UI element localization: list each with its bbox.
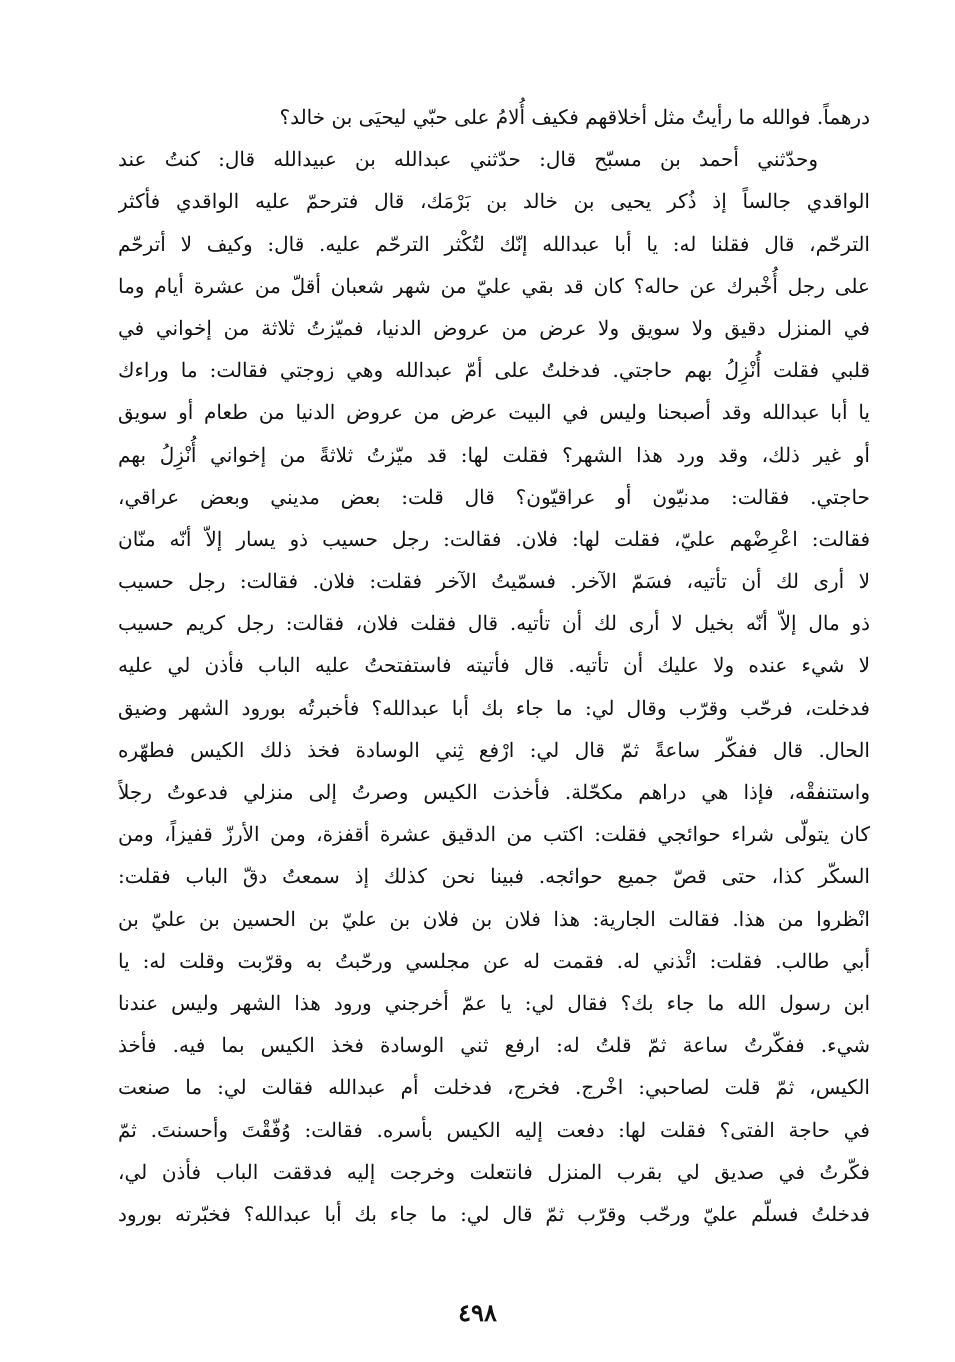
text-line: الواقدي جالساً إذ ذُكر يحيى بن خالد بن بَرْمَك، قال فترحمّ عليه الواقدي فأكثر xyxy=(118,189,870,214)
text-line: وحدّثني أحمد بن مسبّح قال: حدّثني عبدالله بن عبيدالله قال: كنتُ عند xyxy=(118,147,818,172)
text-line: فكّرتُ في صديق لي بقرب المنزل فانتعلت وخرجت إليه فدققت الباب فأذن لي، xyxy=(118,1159,870,1184)
text-line: في المنزل دقيق ولا سويق ولا عرض من عروض الدنيا، فميّزتُ ثلاثة من إخواني في xyxy=(118,315,870,340)
text-line: فقالت: اعْرِضْهم عليّ، فقلت لها: فلان. فقالت: رجل حسيب ذو يسار إلاّ أنّه منّان xyxy=(118,526,870,551)
text-line: لا شيء عنده ولا عليك أن تأتيه. قال فأتيته فاستفتحتُ عليه الباب فأذن لي عليه xyxy=(118,653,870,678)
text-line: فدخلت، فرحّب وقرّب وقال لي: ما جاء بك أبا عبدالله؟ فأخبرتُه بورود الشهر وضيق xyxy=(118,695,870,720)
text-line: يا أبا عبدالله وقد أصبحنا وليس في البيت عرض من عروض الدنيا من طعام أو سويق xyxy=(118,400,870,425)
text-line: على رجل أُخْبرك عن حاله؟ كان قد بقي عليّ من شهر شعبان أقلّ من عشرة أيام وما xyxy=(118,273,870,298)
text-line: أبي طالب. فقلت: ائْذني له. فقمت له عن مجلسي ورحّبتُ به وقرّبت وقلت له: يا xyxy=(118,948,870,973)
text-line: في حاجة الفتى؟ فقلت لها: دفعت إليه الكيس بأسره. فقالت: وُفّقْتَ وأحسنتَ. ثمّ xyxy=(118,1117,870,1142)
text-line: شيء. ففكّرتُ ساعة ثمّ قلتُ له: ارفع ثني الوسادة فخذ الكيس بما فيه. فأخذ xyxy=(118,1033,870,1058)
text-line: درهماً. فوالله ما رأيتُ مثل أخلاقهم فكيف أُلامُ على حبّي ليحيَى بن خالد؟ xyxy=(279,105,870,129)
body-text xyxy=(118,96,870,1235)
text-line: ابن رسول الله ما جاء بك؟ فقال لي: يا عمّ أخرجني ورود هذا الشهر وليس عندنا xyxy=(118,990,870,1015)
text-line: لا أرى لك أن تأتيه، فسَمّ الآخر. فسمّيتُ الآخر فقلت: فلان. فقالت: رجل حسيب xyxy=(118,569,870,594)
text-line: أو غير ذلك، وقد ورد هذا الشهر؟ فقلت لها: قد ميّزتُ ثلاثةً من إخواني أُنْزِلُ بهم xyxy=(118,442,870,467)
text-line: انْظروا من هذا. فقالت الجارية: هذا فلان بن فلان بن عليّ بن الحسين بن عليّ بن xyxy=(118,906,870,931)
text-line: واستنفقْه، فإذا هي دراهم مكحّلة. فأخذت الكيس وصرتُ إلى منزلي فدعوتُ رجلاً xyxy=(118,780,870,804)
text-line: الحال. قال ففكّر ساعةً ثمّ قال لي: ارْفع ثِني الوسادة فخذ ذلك الكيس فطهّره xyxy=(118,737,870,762)
text-line: كان يتولّى شراء حوائجي فقلت: اكتب من الدقيق عشرة أقفزة، ومن الأرزّ قفيزاً، ومن xyxy=(118,822,870,847)
text-line: الترحّم، قال فقلنا له: يا أبا عبدالله إنّك لتُكْثر الترحّم عليه. قال: وكيف لا أترحّم xyxy=(118,231,870,256)
text-line: السكّر كذا، حتى قصّ جميع حوائجه. فبينا نحن كذلك إذ سمعتُ دقّ الباب فقلت: xyxy=(118,864,870,889)
text-line: قلبي فقلت أُنْزِلُ بهم حاجتي. فدخلتُ على أمّ عبدالله وهي زوجتي فقالت: ما وراءك xyxy=(118,358,870,383)
page-number: ٤٩٨ xyxy=(458,1298,497,1327)
text-line: الكيس، ثمّ قلت لصاحبي: اخْرج. فخرج، فدخلت أم عبدالله فقالت لي: ما صنعت xyxy=(118,1075,870,1100)
text-line: حاجتي. فقالت: مدنيّون أو عراقيّون؟ قال قلت: بعض مديني وبعض عراقي، xyxy=(118,484,870,509)
text-line: فدخلتُ فسلّم عليّ ورحّب وقرّب ثمّ قال لي: ما جاء بك أبا عبدالله؟ فخبّرته بورود xyxy=(118,1201,870,1226)
text-line: ذو مال إلاّ أنّه بخيل لا أرى لك أن تأتيه. قال فقلت فلان، فقالت: رجل كريم حسيب xyxy=(118,611,870,636)
